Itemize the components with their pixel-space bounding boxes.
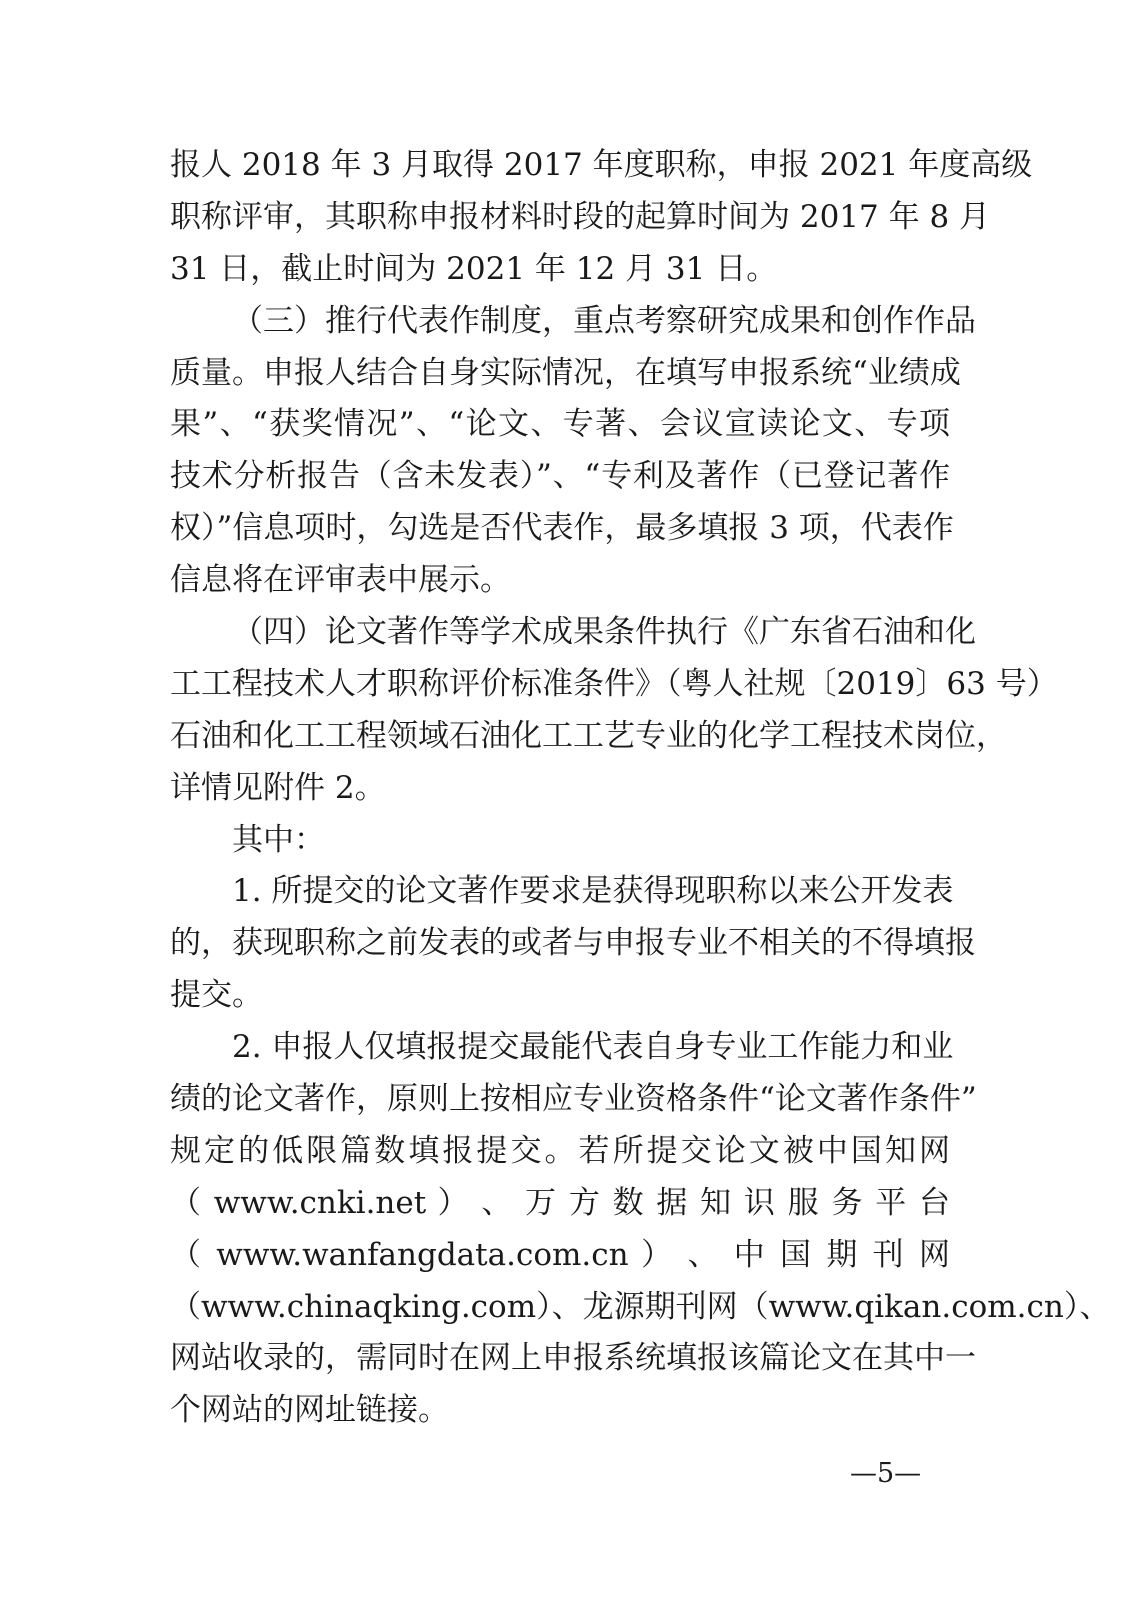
text-line: （ www.cnki.net ） 、 万 方 数 据 知 识 服 务 平 台 (170, 1184, 950, 1221)
text-line: 规定的低限篇数填报提交。若所提交论文被中国知网 (170, 1132, 950, 1169)
text-line: 职称评审，其职称申报材料时段的起算时间为 2017 年 8 月 (170, 198, 991, 235)
text-line: 2. 申报人仅填报提交最能代表自身专业工作能力和业 (232, 1029, 954, 1066)
text-line: 信息将在评审表中展示。 (170, 562, 511, 599)
text-line: 详情见附件 2。 (170, 769, 386, 806)
text-line: 质量。申报人结合自身实际情况，在填写申报系统“业绩成 (170, 354, 961, 391)
text-line: 工工程技术人才职称评价标准条件》（粤人社规〔2019〕63 号） (170, 665, 1058, 702)
text-line: 提交。 (170, 977, 263, 1014)
body-text (170, 140, 1111, 1437)
text-line: 报人 2018 年 3 月取得 2017 年度职称，申报 2021 年度高级 (170, 147, 1033, 183)
text-line: 权）”信息项时，勾选是否代表作，最多填报 3 项，代表作 (170, 510, 954, 547)
text-line: （三）推行代表作制度，重点考察研究成果和创作作品 (232, 302, 976, 339)
text-line: 的，获现职称之前发表的或者与申报专业不相关的不得填报 (170, 925, 976, 962)
text-line: 绩的论文著作，原则上按相应专业资格条件“论文著作条件” (170, 1081, 977, 1118)
text-line: 网站收录的，需同时在网上申报系统填报该篇论文在其中一 (170, 1340, 976, 1377)
text-line: （www.chinaqking.com）、龙源期刊网（www.qikan.com.cn）、 (170, 1288, 1111, 1325)
text-line: （ www.wanfangdata.com.cn ） 、 中 国 期 刊 网 (170, 1236, 950, 1273)
text-line: （四）论文著作等学术成果条件执行《广东省石油和化 (232, 614, 976, 651)
text-line: 31 日，截止时间为 2021 年 12 月 31 日。 (170, 250, 778, 287)
page-number: —5— (850, 1458, 922, 1489)
text-line: 1. 所提交的论文著作要求是获得现职称以来公开发表 (232, 873, 954, 910)
text-line: 石油和化工工程领域石油化工工艺专业的化学工程技术岗位， (170, 717, 1007, 754)
text-line: 果”、“获奖情况”、“论文、专著、会议宣读论文、专项 (170, 406, 950, 443)
text-line: 个网站的网址链接。 (170, 1392, 449, 1429)
text-line: 其中： (232, 821, 325, 858)
text-line: 技术分析报告（含未发表）”、“专利及著作（已登记著作 (170, 458, 950, 495)
